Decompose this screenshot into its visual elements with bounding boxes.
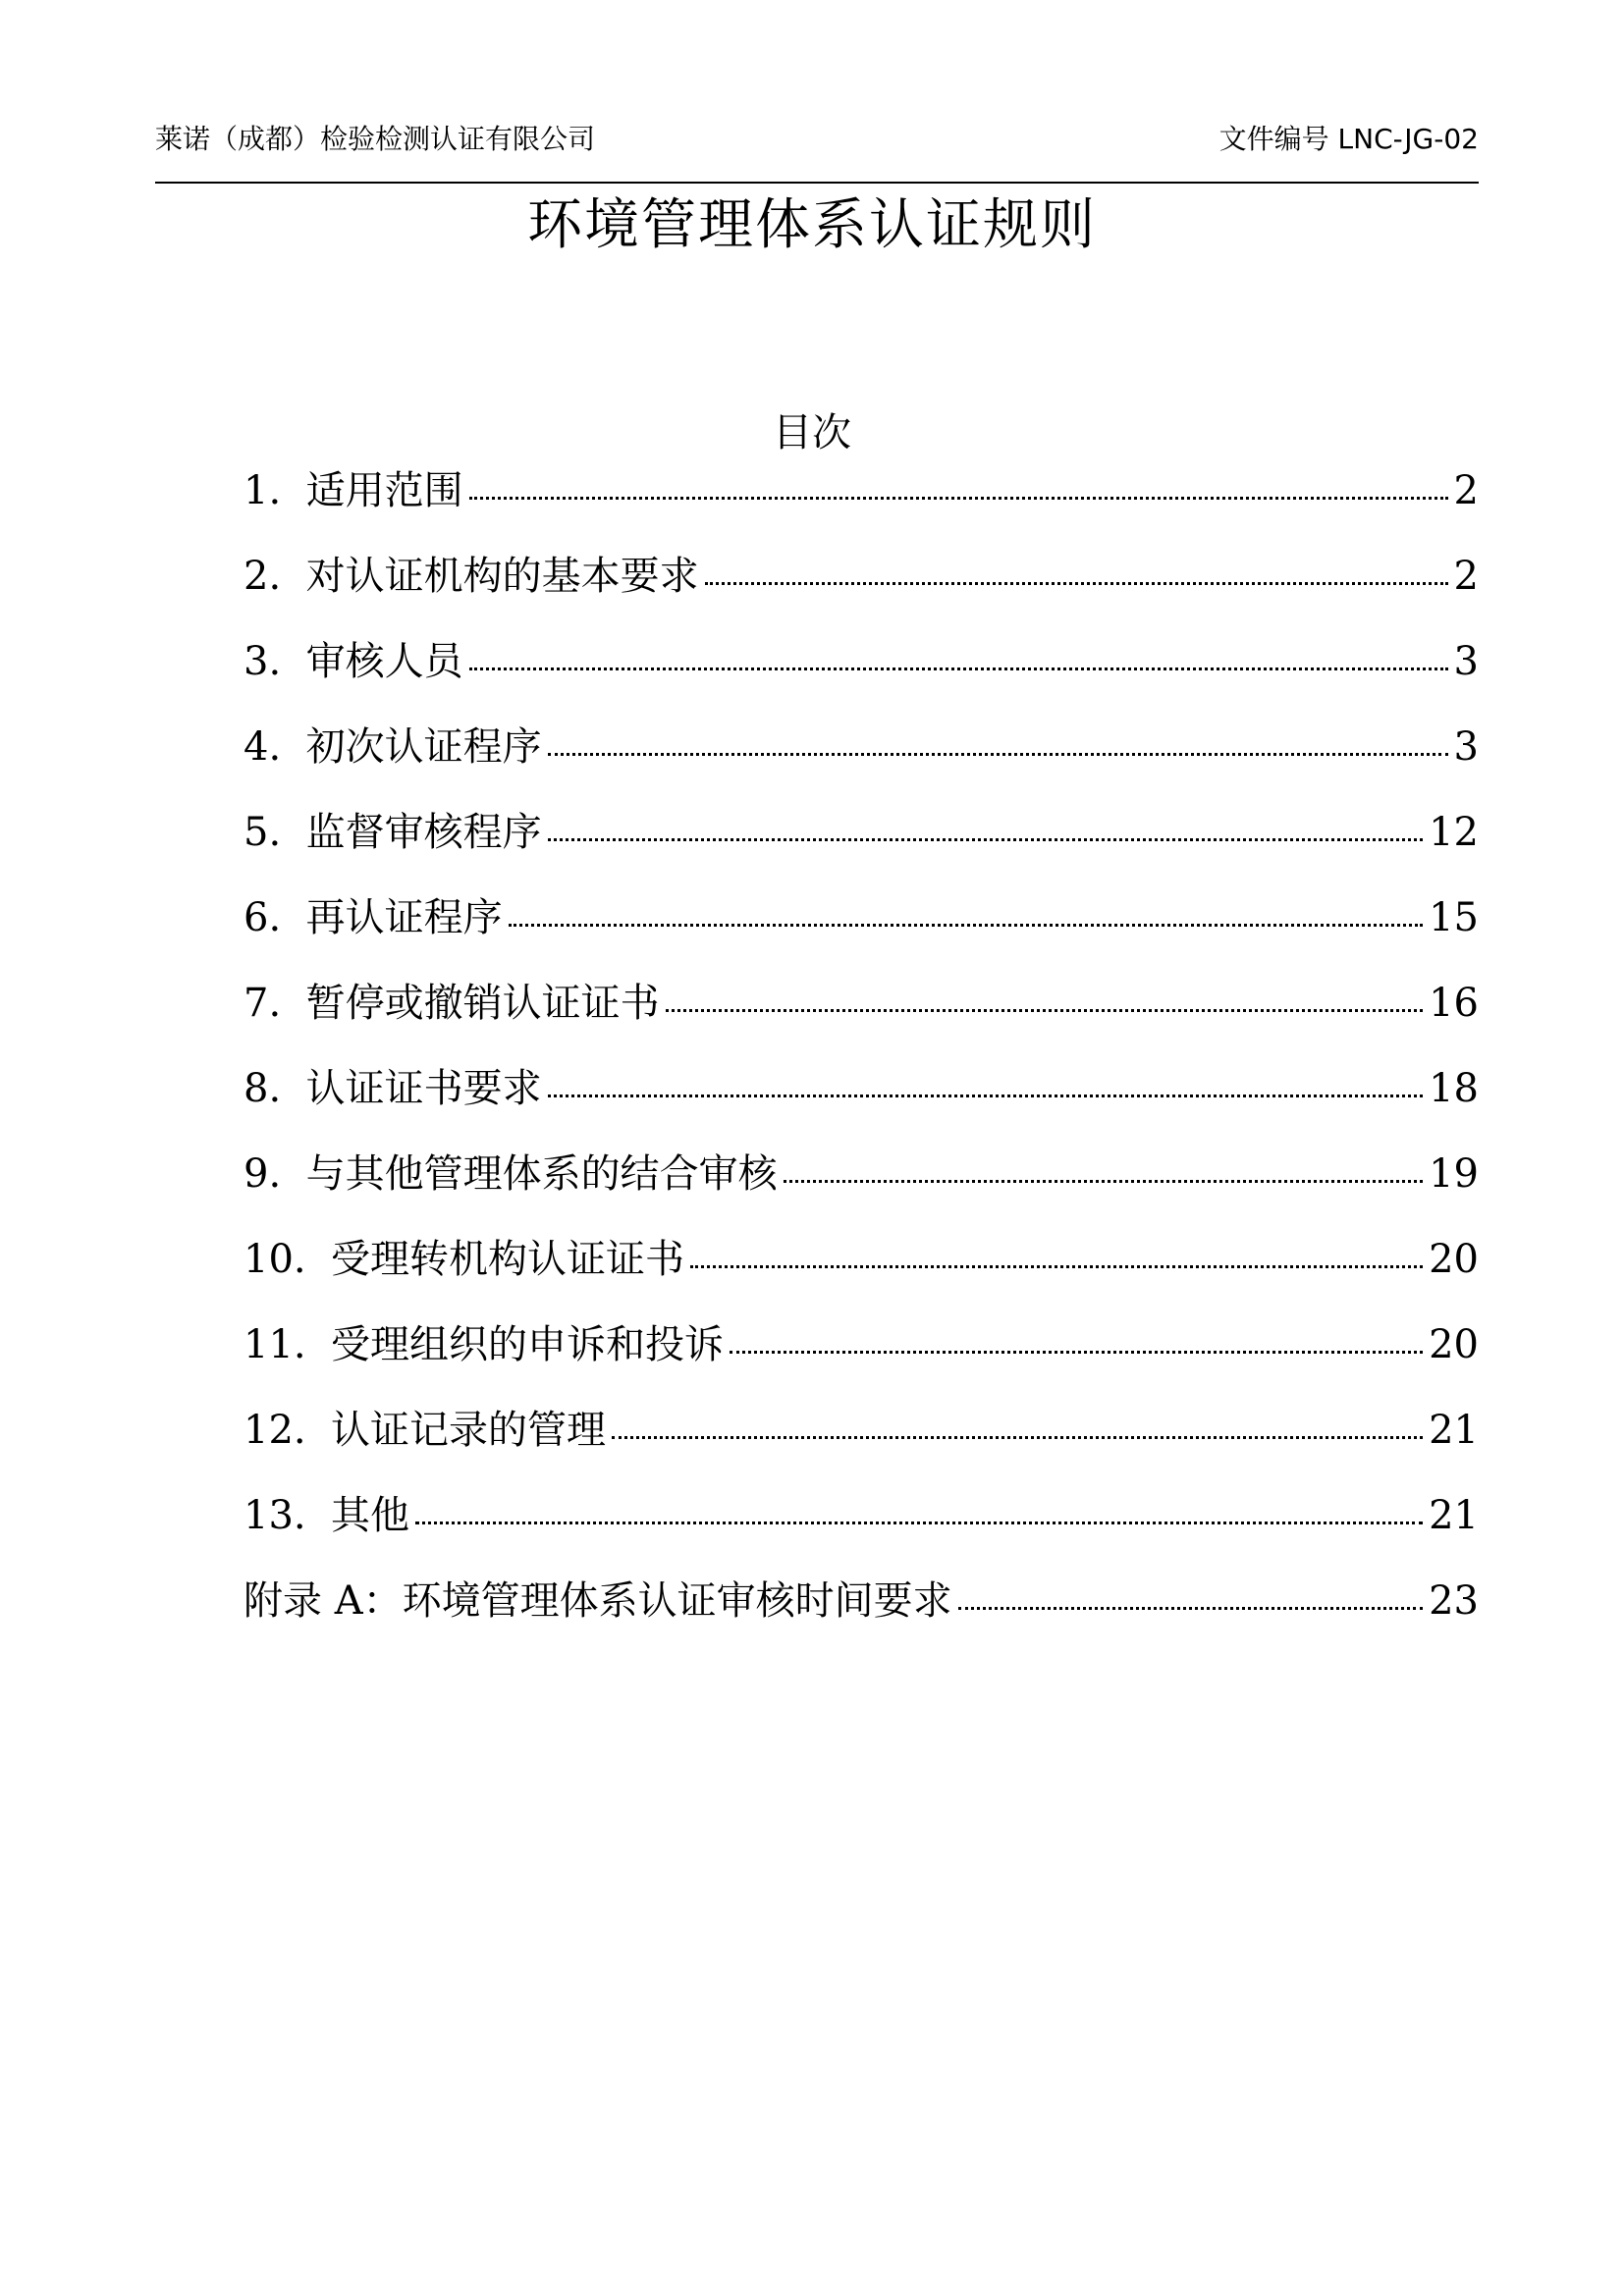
toc-entry-number: 10. (244, 1237, 332, 1282)
header-divider (155, 182, 1479, 184)
toc-dot-leader (548, 753, 1448, 756)
toc-entry[interactable] (244, 1230, 1479, 1315)
toc-entry-title: 附录 A：环境管理体系认证审核时间要求 (244, 1578, 952, 1624)
toc-entry-page: 19 (1429, 1151, 1479, 1197)
toc-dot-leader (548, 838, 1424, 841)
toc-entry-title: 适用范围 (305, 468, 463, 513)
toc-entry-number: 6. (244, 895, 306, 940)
toc-entry-page: 16 (1429, 981, 1479, 1026)
toc-dot-leader (469, 497, 1448, 500)
toc-dot-leader (548, 1095, 1424, 1097)
company-name: 莱诺（成都）检验检测认证有限公司 (155, 123, 596, 155)
toc-dot-leader (509, 924, 1424, 927)
toc-entry[interactable] (244, 974, 1479, 1059)
toc-entry[interactable] (244, 1401, 1479, 1486)
toc-entry[interactable] (244, 718, 1479, 803)
toc-entry[interactable] (244, 803, 1479, 888)
toc-entry[interactable] (244, 632, 1479, 718)
toc-dot-leader (958, 1607, 1423, 1610)
toc-entry[interactable] (244, 888, 1479, 974)
toc-entry-title: 认证证书要求 (305, 1066, 542, 1111)
toc-entry-number: 13. (244, 1493, 332, 1538)
toc-entry-title: 与其他管理体系的结合审核 (305, 1151, 778, 1197)
toc-entry-page: 2 (1453, 468, 1479, 513)
toc-entry-page: 3 (1453, 639, 1479, 684)
toc-entry[interactable] (244, 1486, 1479, 1572)
document-title: 环境管理体系认证规则 (527, 193, 1097, 257)
toc-entry-page: 20 (1429, 1237, 1479, 1282)
toc-entry-title: 其他 (331, 1493, 410, 1538)
toc-entry[interactable] (244, 1145, 1479, 1230)
toc-entry-title: 再认证程序 (305, 895, 503, 940)
toc-entry-number: 5. (244, 810, 306, 855)
toc-entry-page: 20 (1429, 1322, 1479, 1367)
toc-entry-title: 初次认证程序 (305, 724, 542, 770)
toc-entry[interactable] (244, 1059, 1479, 1145)
toc-entry-number: 11. (244, 1322, 332, 1367)
toc-entry-title: 暂停或撤销认证证书 (305, 981, 660, 1026)
toc-dot-leader (705, 582, 1448, 585)
toc-entry-number: 8. (244, 1066, 306, 1111)
toc-dot-leader (469, 667, 1448, 670)
toc-entry-number: 7. (244, 981, 306, 1026)
toc-dot-leader (690, 1265, 1423, 1268)
toc-entry-number: 1. (244, 468, 306, 513)
toc-entry-page: 21 (1429, 1493, 1479, 1538)
toc-entry-number: 9. (244, 1151, 306, 1197)
toc-entry-title: 受理组织的申诉和投诉 (331, 1322, 725, 1367)
toc-entry-number: 3. (244, 639, 306, 684)
toc-dot-leader (612, 1436, 1423, 1439)
toc-entry-title: 受理转机构认证证书 (331, 1237, 685, 1282)
toc-entry-page: 2 (1453, 554, 1479, 599)
toc-dot-leader (730, 1351, 1423, 1354)
toc-entry-number: 4. (244, 724, 306, 770)
toc-entry-number: 2. (244, 554, 306, 599)
toc-heading: 目次 (773, 410, 851, 455)
document-number: 文件编号 LNC-JG-02 (1218, 123, 1479, 155)
toc-entry-title: 认证记录的管理 (331, 1408, 607, 1453)
toc-entry-page: 18 (1429, 1066, 1479, 1111)
toc-entry-appendix[interactable] (244, 1572, 1479, 1657)
toc-entry-page: 15 (1429, 895, 1479, 940)
toc-entry-title: 对认证机构的基本要求 (305, 554, 699, 599)
table-of-contents (244, 461, 1479, 1657)
toc-entry-page: 21 (1429, 1408, 1479, 1453)
toc-dot-leader (666, 1009, 1424, 1012)
toc-dot-leader (415, 1522, 1423, 1524)
page-header (155, 110, 1479, 165)
toc-entry[interactable] (244, 461, 1479, 547)
toc-entry-page: 12 (1429, 810, 1479, 855)
toc-entry-page: 3 (1453, 724, 1479, 770)
toc-entry[interactable] (244, 547, 1479, 632)
toc-entry-title: 监督审核程序 (305, 810, 542, 855)
toc-entry[interactable] (244, 1315, 1479, 1401)
toc-entry-title: 审核人员 (305, 639, 463, 684)
toc-entry-number: 12. (244, 1408, 332, 1453)
toc-entry-page: 23 (1429, 1578, 1479, 1624)
toc-dot-leader (784, 1180, 1424, 1183)
